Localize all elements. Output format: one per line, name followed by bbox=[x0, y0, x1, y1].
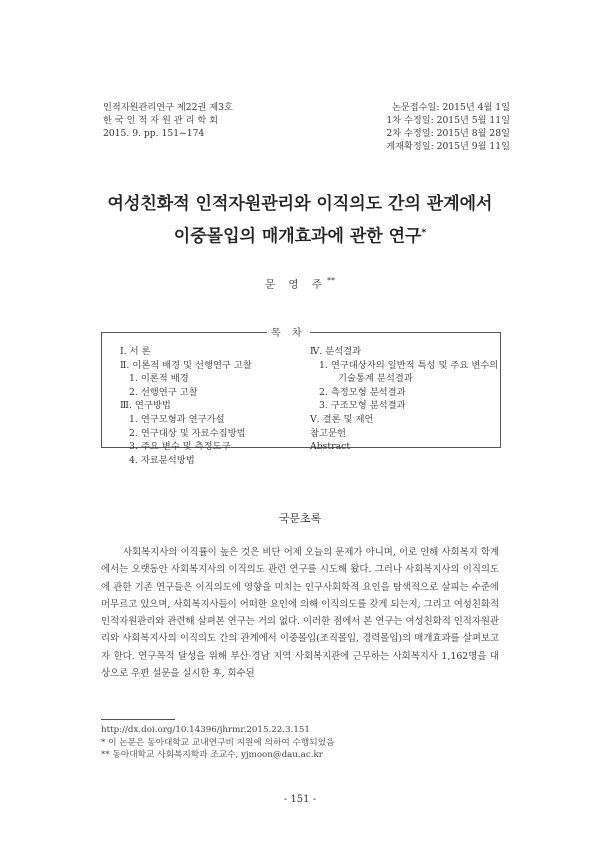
toc-item[interactable]: Ⅱ. 이론적 배경 및 선행연구 고찰 bbox=[120, 359, 252, 371]
title-line-1: 여성친화적 인적자원관리와 이직의도 간의 관계에서 bbox=[107, 194, 493, 214]
abstract-body bbox=[101, 544, 499, 682]
toc-label: 목 차 bbox=[267, 324, 310, 339]
footnote-funding: * 이 논문은 동아대학교 교내연구비 지원에 의하여 수행되었음 bbox=[101, 737, 335, 748]
toc-item[interactable]: Ⅳ. 분석결과 bbox=[310, 346, 362, 357]
toc-item[interactable]: 1. 이론적 배경 bbox=[129, 373, 189, 385]
toc-item[interactable]: 기술통계 분석결과 bbox=[338, 373, 413, 385]
journal-header bbox=[103, 101, 233, 140]
toc-item[interactable]: Ⅲ. 연구방법 bbox=[120, 400, 171, 412]
toc-item[interactable]: Ⅰ. 서 론 bbox=[120, 346, 151, 357]
toc-item[interactable]: 2. 측정모형 분석결과 bbox=[319, 386, 406, 398]
author-name: 문 영 주 bbox=[264, 278, 328, 291]
issue-info: 2015. 9. pp. 151~174 bbox=[103, 128, 205, 139]
toc-item[interactable]: 참고문헌 bbox=[310, 427, 346, 439]
page-number: - 151 - bbox=[283, 794, 317, 805]
toc-item[interactable]: 1. 연구대상자의 일반적 특성 및 주요 변수의 bbox=[319, 359, 499, 371]
toc-item[interactable]: 3. 구조모형 분석결과 bbox=[319, 400, 406, 412]
footnote-author: ** 동아대학교 사회복지학과 조교수, yjmoon@dau.ac.kr bbox=[101, 750, 323, 760]
date-row: 게재확정일: 2015년 9월 11일 bbox=[386, 141, 510, 152]
toc-item[interactable]: 2. 연구대상 및 자료수집방법 bbox=[129, 427, 246, 439]
toc-item[interactable]: 2. 선행연구 고찰 bbox=[129, 386, 198, 398]
toc-right-column bbox=[310, 345, 498, 454]
paper-title bbox=[0, 190, 600, 252]
toc-item[interactable]: Abstract bbox=[310, 441, 351, 453]
toc-item[interactable]: 3. 주요 변수 및 측정도구 bbox=[129, 441, 231, 453]
toc-left-column bbox=[120, 345, 252, 467]
author-footnote-mark[interactable]: ** bbox=[327, 276, 336, 285]
journal-name: 인적자원관리연구 제22권 제3호 bbox=[103, 102, 233, 113]
toc-item[interactable]: 1. 연구모형과 연구가설 bbox=[129, 413, 225, 425]
toc-item[interactable]: 4. 자료분석방법 bbox=[129, 454, 195, 466]
submission-dates bbox=[386, 101, 510, 153]
abstract-paragraph: 사회복지사의 이직률이 높은 것은 비단 어제 오늘의 문제가 아니며, 이로 인해 사회복지 학계에서는 오랫동안 사회복지사의 이직의도 관련 연구를 시도해 왔다. 그러나 사회복지사의 이직의도에 관한 기존 연구들은 이직의도에 영향을 미치는 인구사회학적 요인을 탐색적으로 살피는 수준에 머무르고 있으며, 사회복지사들이 어떠한 요인에 의해 이직의도를 갖게 되는지, 그리고 여성친화적 인적자원관리와 관련해 살펴본 연구는 거의 없다. 이러한 점에서 본 연구는 여성친화적 인적자원관리와 사회복지사의 이직의도 간의 관계에서 이중몰입(조직몰입, 경력몰입)의 매개효과를 살펴보고자 한다. 연구목적 달성을 위해 부산·경남 지역 사회복지관에 근무하는 사회복지사 1,162명을 대상으로 우편 설문을 실시한 후, 회수된 bbox=[101, 547, 500, 680]
society-name: 한 국 인 적 자 원 관 리 학 회 bbox=[103, 115, 219, 126]
date-row: 2차 수정일: 2015년 8월 28일 bbox=[386, 128, 510, 139]
date-row: 논문접수일: 2015년 4월 1일 bbox=[392, 102, 510, 113]
footnote-divider bbox=[101, 719, 175, 720]
footnotes bbox=[101, 724, 334, 762]
title-line-2: 이중몰입의 매개효과에 관한 연구* bbox=[173, 226, 427, 247]
date-row: 1차 수정일: 2015년 5월 11일 bbox=[386, 115, 510, 126]
doi-link[interactable]: http://dx.doi.org/10.14396/jhrmr.2015.22.3.151 bbox=[101, 725, 310, 735]
author bbox=[0, 276, 600, 292]
abstract-heading: 국문초록 bbox=[278, 512, 322, 525]
title-footnote-mark[interactable]: * bbox=[421, 228, 427, 238]
toc-item[interactable]: Ⅴ. 결론 및 제언 bbox=[310, 413, 374, 425]
